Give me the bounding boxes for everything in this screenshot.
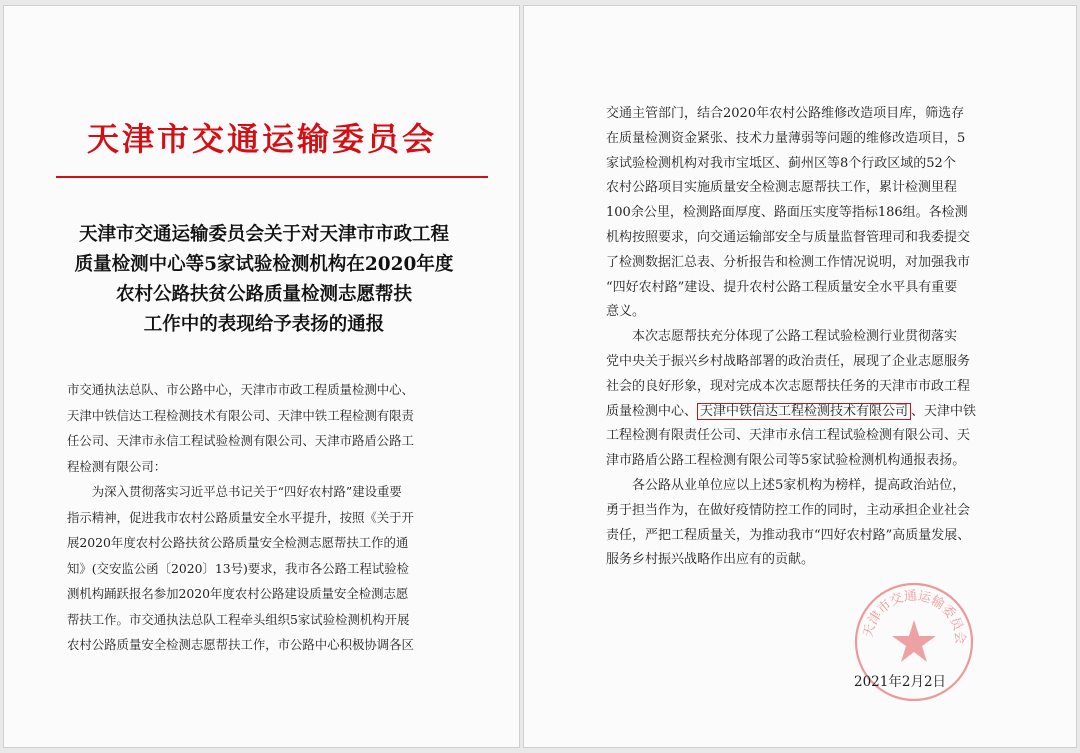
body-line: 党中央关于振兴乡村战略部署的政治责任，展现了企业志愿服务 <box>606 353 971 369</box>
body-line: 津市路盾公路工程检测有限公司等5家试验检测机构通报表扬。 <box>606 453 966 469</box>
body-line: 知》(交安监公函〔2020〕13号)要求，我市各公路工程试验检 <box>67 560 409 576</box>
body-line: 社会的良好形象，现对完成本次志愿帮扶任务的天津市市政工程 <box>606 378 971 394</box>
title-line: 工作中的表现给予表扬的通报 <box>143 314 385 335</box>
body-line: 服务乡村振兴战略作出应有的贡献。 <box>606 552 815 568</box>
body-line-highlight <box>606 400 976 425</box>
body-line: 帮扶工作。市交通执法总队工程牵头组织5家试验检测机构开展 <box>67 611 410 627</box>
body-line: 农村公路项目实施质量安全检测志愿帮扶工作，累计检测里程 <box>606 180 958 196</box>
body-line: 意义。 <box>606 304 646 320</box>
title-line: 农村公路扶贫公路质量检测志愿帮扶 <box>115 284 412 305</box>
body-line: 天津中铁信达工程检测技术有限公司、天津中铁工程检测有限责 <box>67 407 414 423</box>
right-body <box>606 102 976 573</box>
hl-prefix: 质量检测中心、 <box>606 403 698 419</box>
body-line: 责任，严把工程质量关，为推动我市“四好农村路”高质量发展、 <box>606 527 971 543</box>
body-line: 展2020年度农村公路扶贫公路质量安全检测志愿帮扶工作的通 <box>67 535 409 550</box>
title-line: 天津市交通运输委员会关于对天津市市政工程 <box>78 224 449 245</box>
body-line: 指示精神，促进我市农村公路质量安全水平提升，按照《关于开 <box>67 509 414 525</box>
left-body <box>67 377 414 658</box>
body-line: 机构按照要求，向交通运输部安全与质量监督管理司和我委提交 <box>606 229 971 245</box>
body-line: 本次志愿帮扶充分体现了公路工程试验检测行业贯彻落实 <box>606 329 958 345</box>
body-line: 交通主管部门，结合2020年农村公路维修改造项目库，筛选存 <box>606 106 965 121</box>
body-line: 各公路从业单位应以上述5家机构为榜样，提高政治站位， <box>606 477 966 493</box>
body-line: “四好农村路”建设、提升农村公路工程质量安全水平具有重要 <box>606 279 958 295</box>
letterhead: 天津市交通运输委员会 <box>86 120 437 158</box>
body-line: 测机构踊跃报名参加2020年度农村公路建设质量安全检测志愿 <box>67 586 409 601</box>
body-line: 勇于担当作为，在做好疫情防控工作的同时，主动承担企业社会 <box>606 502 971 518</box>
highlighted-company: 天津中铁信达工程检测技术有限公司 <box>697 403 911 420</box>
body-line: 100余公里，检测路面厚度、路面压实度等指标186组。各检测 <box>606 205 968 221</box>
notice-title <box>44 220 484 340</box>
left-page <box>4 6 519 747</box>
title-line: 质量检测中心等5家试验检测机构在2020年度 <box>74 254 454 275</box>
body-line: 为深入贯彻落实习近平总书记关于“四好农村路”建设重要 <box>67 484 402 499</box>
hl-suffix: 、天津中铁 <box>911 403 977 419</box>
body-line: 在质量检测资金紧张、技术力量薄弱等问题的维修改造项目，5 <box>606 130 966 146</box>
issue-date: 2021年2月2日 <box>854 674 947 690</box>
body-line: 家试验检测机构对我市宝坻区、蓟州区等8个行政区域的52个 <box>606 155 956 171</box>
body-line: 工程检测有限责任公司、天津市永信工程试验检测有限公司、天 <box>606 428 971 444</box>
body-line: 了检测数据汇总表、分析报告和检测工作情况说明，对加强我市 <box>606 254 971 270</box>
body-line: 市交通执法总队、市公路中心，天津市市政工程质量检测中心、 <box>67 382 414 397</box>
body-line: 任公司、天津市永信工程试验检测有限公司、天津市路盾公路工 <box>67 433 414 448</box>
seal-text: 天津市交通运输委员会 <box>861 588 968 645</box>
body-line: 程检测有限公司： <box>67 458 167 474</box>
right-page <box>524 6 1076 747</box>
body-line: 农村公路质量安全检测志愿帮扶工作，市公路中心积极协调各区 <box>67 637 414 652</box>
red-divider <box>56 176 488 178</box>
